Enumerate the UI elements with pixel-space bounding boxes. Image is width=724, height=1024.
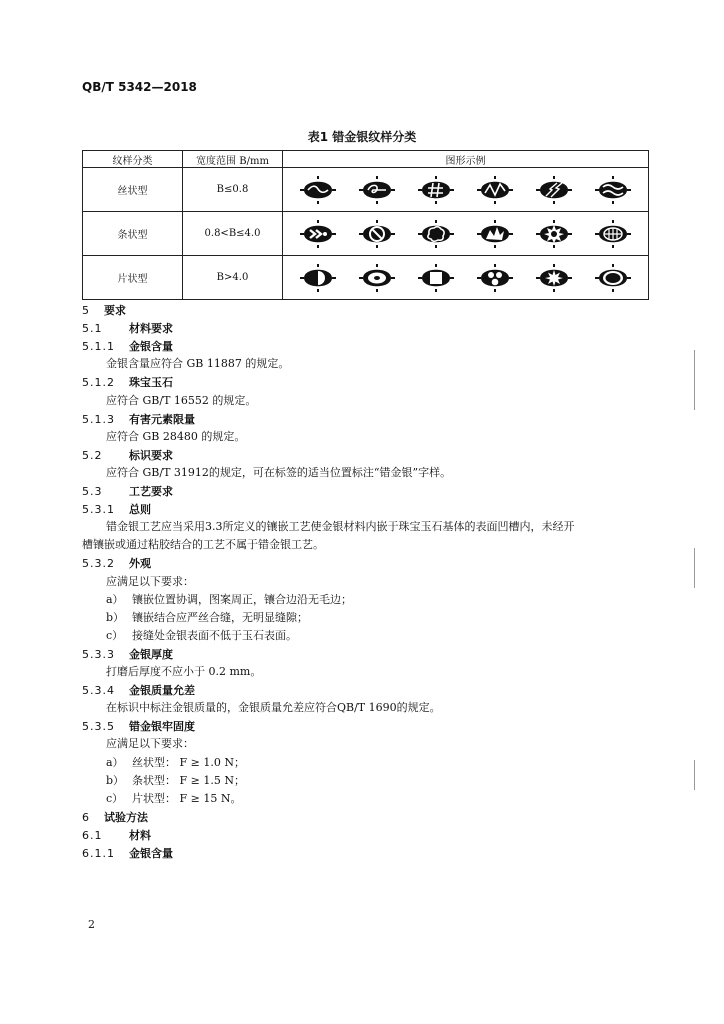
list-item [106,610,308,626]
list-text: 镶嵌位置协调，图案周正，镶合边沿无毛边； [132,592,352,606]
pattern-wave-line-icon [298,175,338,205]
cell-width-range: B≤0.8 [183,168,283,212]
section-number: 6.1.1 [82,847,115,860]
paragraph: 应符合 GB/T 31912的规定，可在标签的适当位置标注“错金银”字样。 [106,465,452,479]
pattern-hash-icon [416,175,456,205]
section-title: 要求 [104,304,126,317]
list-item [106,628,297,644]
cell-category: 条状型 [83,212,183,256]
section-heading [82,320,173,336]
list-text: 镶嵌结合应严丝合缝，无明显缝隙； [132,610,308,624]
section-title: 错金银牢固度 [129,720,195,734]
paragraph: 错金银工艺应当采用3.3所定义的镶嵌工艺使金银材料内嵌于珠宝玉石基体的表面凹槽内，未经开 [106,520,575,534]
list-marker: a） [106,592,124,606]
paragraph: 金银含量应符合 GB 11887 的规定。 [106,357,290,371]
cell-examples [283,256,649,300]
cell-examples [283,212,649,256]
cell-width-range: 0.8<B≤4.0 [183,212,283,256]
section-heading [82,302,126,318]
section-title: 总则 [129,503,151,517]
section-number: 5.1.2 [82,376,115,390]
section-heading [82,718,195,734]
list-item [106,773,245,789]
list-marker: b） [106,773,125,787]
section-heading [82,411,195,427]
pattern-dots-cluster-icon [475,263,515,293]
paragraph: 打磨后厚度不应小于 0.2 mm。 [106,665,262,678]
list-text: 接缝处金银表面不低于玉石表面。 [132,628,297,642]
page-number: 2 [88,918,95,931]
pattern-eye-oval-icon [357,263,397,293]
section-title: 金银质量允差 [129,684,195,698]
standard-code: QB/T 5342—2018 [82,80,197,94]
section-heading [82,682,195,698]
pattern-curl-line-icon [357,175,397,205]
section-heading [82,827,151,843]
section-number: 5.3.2 [82,557,115,571]
scan-edge-line [694,350,695,410]
section-number: 5.3.3 [82,647,115,661]
pattern-double-wave-icon [593,175,633,205]
header-examples: 图形示例 [283,151,649,168]
section-title: 工艺要求 [129,485,173,498]
paragraph: 应满足以下要求： [106,737,194,751]
list-item [106,592,352,608]
list-marker: c） [106,791,124,805]
section-heading [82,483,173,499]
section-title: 有害元素限量 [129,412,195,426]
section-title: 材料 [129,828,151,842]
section-number: 5.1.3 [82,412,115,426]
paragraph: 应符合 GB/T 16552 的规定。 [106,393,257,407]
table-row [83,256,649,300]
section-number: 5.3.5 [82,720,115,734]
section-number: 5.1 [82,322,103,336]
list-marker: a） [106,755,124,769]
pattern-lightning-icon [534,175,574,205]
section-number: 5.3 [82,485,103,498]
header-category: 纹样分类 [83,151,183,168]
list-marker: b） [106,610,125,624]
section-number: 6.1 [82,828,103,842]
pattern-slashed-circle-icon [357,219,397,249]
section-heading [82,447,173,463]
section-number: 5.1.1 [82,340,115,354]
pattern-grid-oval-icon [593,219,633,249]
scan-edge-line [694,548,695,588]
paragraph: 在标识中标注金银质量的，金银质量允差应符合QB/T 1690的规定。 [106,701,441,715]
section-title: 标识要求 [129,448,173,462]
paragraph: 应满足以下要求： [106,574,194,588]
section-title: 外观 [129,557,151,571]
section-title: 试验方法 [104,810,148,824]
pattern-classification-table [82,150,649,300]
table-row [83,168,649,212]
pattern-half-disc-icon [298,263,338,293]
table-row [83,212,649,256]
pattern-star-burst-icon [534,263,574,293]
section-heading [82,845,173,861]
list-item [106,791,241,807]
section-heading [82,809,148,825]
pattern-splash-icon [475,219,515,249]
cell-width-range: B>4.0 [183,256,283,300]
cell-examples [283,168,649,212]
section-heading [82,374,173,390]
list-text: 丝状型： F ≥ 1.0 N； [132,755,245,769]
list-marker: c） [106,628,124,642]
section-number: 5.2 [82,448,103,462]
pattern-oval-disc-icon [593,263,633,293]
section-number: 6 [82,810,90,824]
cell-category: 丝状型 [83,168,183,212]
pattern-square-icon [416,263,456,293]
cell-category: 片状型 [83,256,183,300]
section-heading [82,501,151,517]
pattern-zigzag-icon [475,175,515,205]
list-text: 条状型： F ≥ 1.5 N； [132,773,245,787]
scan-edge-line [694,760,695,790]
pattern-sunburst-icon [534,219,574,249]
section-title: 金银厚度 [129,647,173,661]
section-title: 金银含量 [129,847,173,860]
table-caption: 表1 错金银纹样分类 [307,130,417,144]
section-heading [82,338,173,354]
pattern-double-arrow-icon [298,219,338,249]
section-title: 材料要求 [129,322,173,336]
section-heading [82,646,173,662]
paragraph: 应符合 GB 28480 的规定。 [106,429,246,443]
list-item [106,755,245,771]
header-width-range: 宽度范围 B/mm [183,151,283,168]
paragraph: 槽镶嵌或通过粘胶结合的工艺不属于错金银工艺。 [82,538,324,552]
pattern-lobed-blob-icon [416,219,456,249]
table-header-row [83,151,649,168]
section-number: 5.3.4 [82,684,115,698]
list-text: 片状型： F ≥ 15 N。 [132,791,242,805]
section-title: 珠宝玉石 [129,376,173,390]
section-title: 金银含量 [129,340,173,354]
section-heading [82,555,151,571]
section-number: 5 [82,304,90,317]
section-number: 5.3.1 [82,503,115,517]
